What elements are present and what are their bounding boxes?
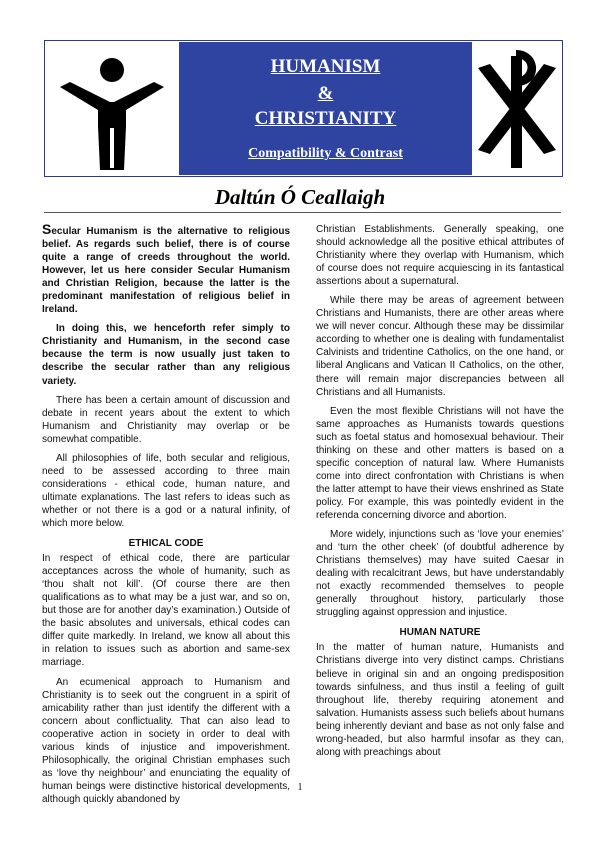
section-heading-ethical-code: ETHICAL CODE xyxy=(128,538,204,550)
body-paragraph: All philosophies of life, both secular and religious, need to be assessed according to three main considerations - ethical code, human nature, and ultimate explanations. The last refers to ideas such as whether or not there is a god or a natural infinity, of which more below. xyxy=(42,452,290,529)
page-number: 1 xyxy=(297,782,303,793)
body-paragraph: More widely, injunctions such as ‘love your enemies’ and ‘turn the other cheek’ (of doubtful adherence by Christians themselves) may have suited Caesar in dealing with recalcitrant Jews, but have understandably not exactly recommended themselves to people generally throughout history, particularly those struggling against oppression and injustice. xyxy=(316,529,564,619)
chi-rho-logo xyxy=(472,42,561,175)
body-paragraph: Christian Establishments. Generally speaking, one should acknowledge all the positive ethical attributes of Christianity where they overlap with Humanism, which of course does not require acquiescing in its fantastical assertions about a supernatural. xyxy=(316,224,564,288)
title-panel xyxy=(179,42,472,175)
left-column xyxy=(42,223,290,806)
intro-paragraph-2: In doing this, we henceforth refer simply to Christianity and Humanism, in the second case because the term is now usually just taken to describe the secular rather than any religious variety. xyxy=(42,323,290,387)
chi-rho-icon xyxy=(472,42,561,175)
drop-cap: S xyxy=(42,221,52,237)
body-paragraph: There has been a certain amount of discussion and debate in recent years about the extent to which Humanism and Christianity may overlap or be somewhat compatible. xyxy=(42,394,290,445)
happy-human-logo xyxy=(46,42,179,175)
title-line-ampersand: & xyxy=(317,83,334,104)
intro-paragraph-1-text: ecular Humanism is the alternative to religious belief. As regards such belief, there is of course quite a range of creeds throughout the world. However, let us here consider Secular Humanism and Christian Religion, because the latter is the predominant manifestation of religious belief in Ireland. xyxy=(42,226,290,316)
title-banner xyxy=(44,40,563,177)
body-paragraph: An ecumenical approach to Humanism and Christianity is to seek out the congruent in a spirit of amicability rather than just identify the different with a concern about conflictuality. That can also lead to cooperative action in society in order to deal with various kinds of injustice and impoverishment. Philosophically, the original Christian emphases such as ‘love thy neighbour’ and enunciating the equality of human beings were distinctive historical developments, although quickly abandoned by xyxy=(42,676,290,805)
happy-human-icon xyxy=(46,42,179,175)
body-paragraph: While there may be areas of agreement between Christians and Humanists, there are other areas where we will never concur. Although these may be dissimilar according to whether one is dealing with fundamentalist Calvinists and tridentine Catholics, on the one hand, or liberal Anglicans and Vatican II Catholics, on the other, there will remain major discrepancies between all Christians and all Humanists. xyxy=(316,295,564,398)
title-line-humanism: HUMANISM xyxy=(270,56,381,77)
author-name: Daltún Ó Ceallaigh xyxy=(214,185,386,209)
banner-subtitle: Compatibility & Contrast xyxy=(248,146,403,161)
title-line-christianity: CHRISTIANITY xyxy=(254,108,397,129)
intro-paragraph-1 xyxy=(42,223,290,316)
section-heading-human-nature: HUMAN NATURE xyxy=(399,627,481,639)
right-column xyxy=(316,223,564,759)
body-paragraph: Even the most flexible Christians will not have the same approaches as Humanists towards questions such as foetal status and homosexual behaviour. Their thinking on these and other matters is based on a specific conception of natural law. Where Humanists come into direct confrontation with Christians is when the latter attempt to have their views enshrined as State policy. For example, this was pointedly evident in the referenda concerning divorce and abortion. xyxy=(316,405,564,521)
body-paragraph: In the matter of human nature, Humanists and Christians diverge into very distinct camps. Christians believe in original sin and an ongoing predisposition towards sinfulness, and thus instil a feeling of guilt throughout life, thereby requiring atonement and salvation. Humanists assess such beliefs about humans being inherently deviant and base as not only false and wrong-headed, but also harmful insofar as they can, along with preachings about xyxy=(316,642,564,758)
author-divider xyxy=(44,212,561,213)
body-paragraph: In respect of ethical code, there are particular acceptances across the whole of humanity, such as ‘thou shalt not kill’. (Of course there are then qualifications as to what may be a just war, and so on, but those are for another day’s examination.) Outside of the basic absolutes and universals, ethical codes can differ quite markedly. In Ireland, we know all about this in relation to issues such as abortion and same-sex marriage. xyxy=(42,553,290,669)
